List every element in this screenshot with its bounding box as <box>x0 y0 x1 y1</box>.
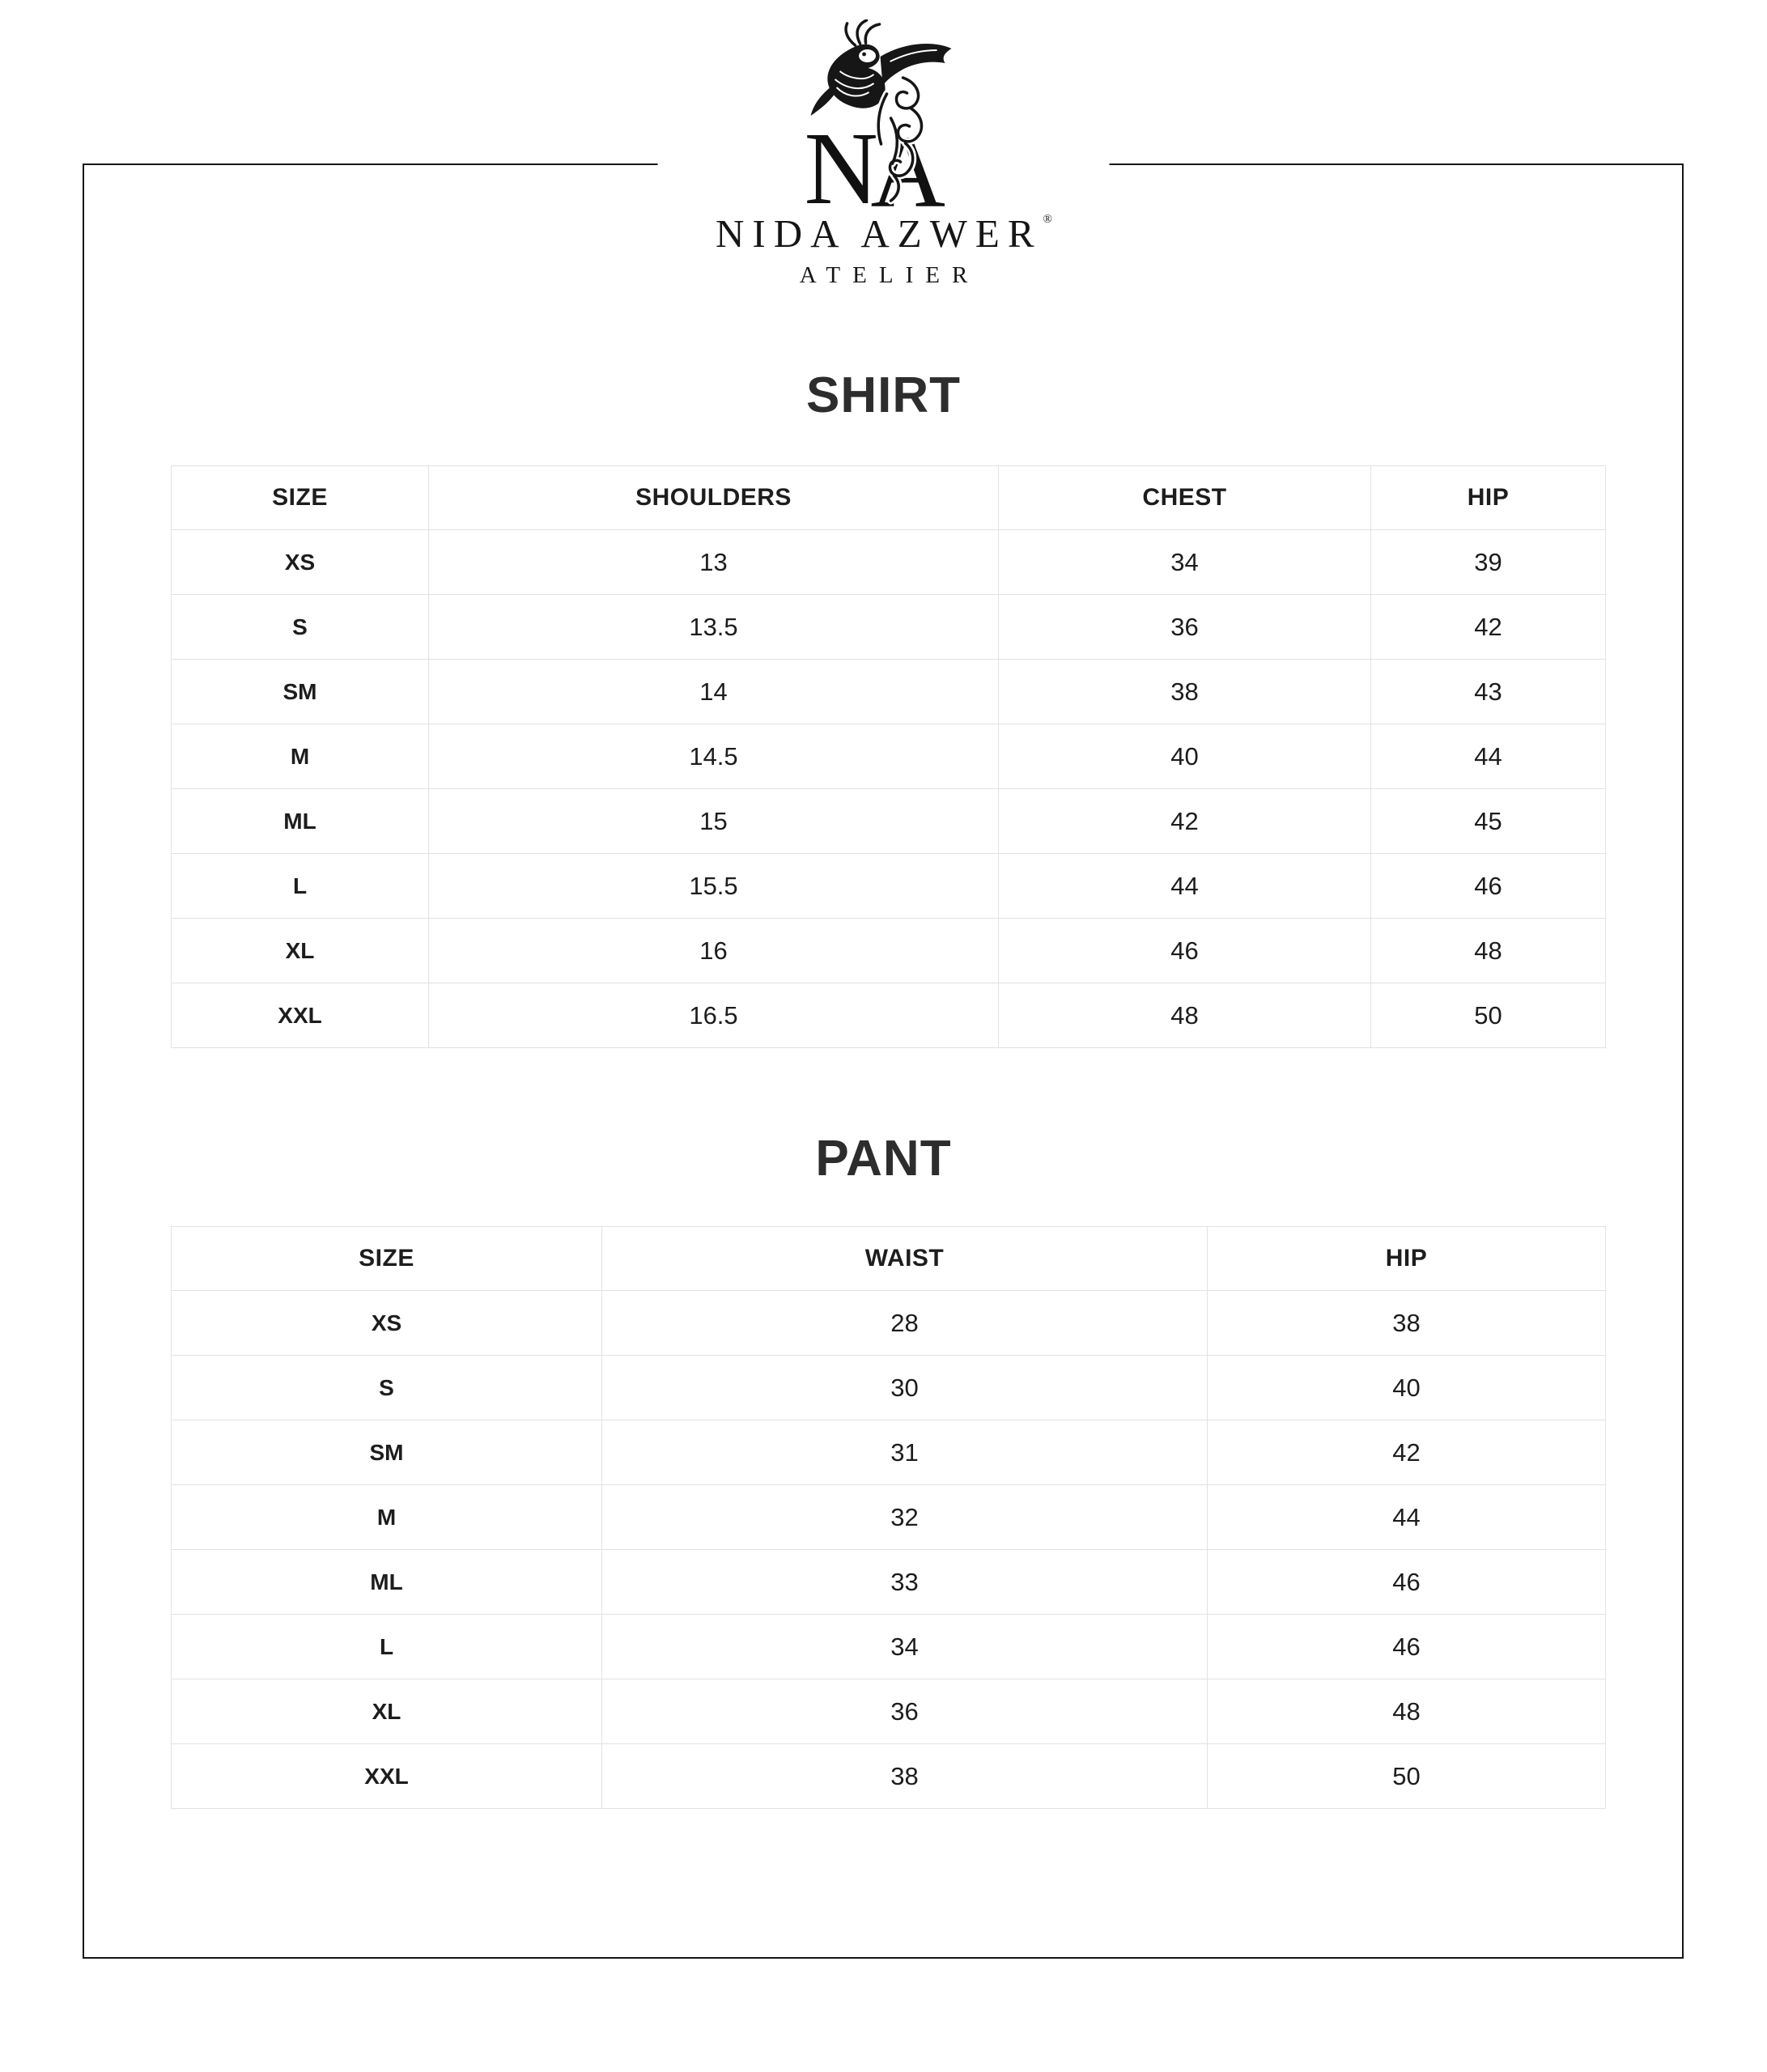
shirt-section-title: SHIRT <box>806 367 961 423</box>
measurement-cell: 13.5 <box>429 595 999 660</box>
column-header-size: SIZE <box>172 1227 602 1291</box>
size-label-cell: XL <box>172 919 429 983</box>
column-header-shoulders: SHOULDERS <box>429 466 999 530</box>
measurement-cell: 48 <box>1371 919 1606 983</box>
measurement-cell: 36 <box>999 595 1371 660</box>
table-row-xs <box>172 1291 1606 1356</box>
measurement-cell: 31 <box>602 1420 1208 1485</box>
size-label-cell: ML <box>172 789 429 854</box>
table-row-xxl <box>172 1744 1606 1809</box>
measurement-cell: 46 <box>1371 854 1606 919</box>
size-label-cell: M <box>172 1485 602 1550</box>
measurement-cell: 43 <box>1371 660 1606 724</box>
measurement-cell: 40 <box>999 724 1371 789</box>
size-label-cell: XS <box>172 530 429 595</box>
table-row-ml <box>172 789 1606 854</box>
size-label-cell: L <box>172 1615 602 1679</box>
size-label-cell: S <box>172 1356 602 1420</box>
measurement-cell: 36 <box>602 1679 1208 1744</box>
measurement-cell: 32 <box>602 1485 1208 1550</box>
measurement-cell: 16 <box>429 919 999 983</box>
column-header-size: SIZE <box>172 466 429 530</box>
measurement-cell: 28 <box>602 1291 1208 1356</box>
size-label-cell: M <box>172 724 429 789</box>
measurement-cell: 15.5 <box>429 854 999 919</box>
table-row-l <box>172 854 1606 919</box>
table-row-xl <box>172 919 1606 983</box>
brand-subtitle: ATELIER <box>799 262 980 288</box>
measurement-cell: 44 <box>1371 724 1606 789</box>
measurement-cell: 50 <box>1371 983 1606 1048</box>
table-row-xxl <box>172 983 1606 1048</box>
measurement-cell: 38 <box>602 1744 1208 1809</box>
table-row-sm <box>172 660 1606 724</box>
measurement-cell: 45 <box>1371 789 1606 854</box>
table-row-s <box>172 595 1606 660</box>
size-label-cell: L <box>172 854 429 919</box>
measurement-cell: 44 <box>999 854 1371 919</box>
measurement-cell: 13 <box>429 530 999 595</box>
measurement-cell: 42 <box>999 789 1371 854</box>
table-row-s <box>172 1356 1606 1420</box>
pant-section-title: PANT <box>815 1131 952 1187</box>
header-row <box>172 1227 1606 1291</box>
measurement-cell: 48 <box>1208 1679 1606 1744</box>
measurement-cell: 38 <box>999 660 1371 724</box>
measurement-cell: 15 <box>429 789 999 854</box>
measurement-cell: 38 <box>1208 1291 1606 1356</box>
column-header-waist: WAIST <box>602 1227 1208 1291</box>
measurement-cell: 46 <box>1208 1615 1606 1679</box>
brand-name-line <box>716 211 1052 256</box>
size-label-cell: S <box>172 595 429 660</box>
measurement-cell: 48 <box>999 983 1371 1048</box>
shirt-size-table <box>171 465 1606 1048</box>
measurement-cell: 46 <box>1208 1550 1606 1615</box>
size-label-cell: XXL <box>172 1744 602 1809</box>
measurement-cell: 14 <box>429 660 999 724</box>
size-label-cell: SM <box>172 660 429 724</box>
measurement-cell: 44 <box>1208 1485 1606 1550</box>
measurement-cell: 30 <box>602 1356 1208 1420</box>
measurement-cell: 14.5 <box>429 724 999 789</box>
table-row-xs <box>172 530 1606 595</box>
svg-text:N: N <box>804 111 879 212</box>
column-header-hip: HIP <box>1208 1227 1606 1291</box>
measurement-cell: 39 <box>1371 530 1606 595</box>
table-row-m <box>172 724 1606 789</box>
table-row-sm <box>172 1420 1606 1485</box>
svg-text:A: A <box>870 114 945 212</box>
measurement-cell: 34 <box>999 530 1371 595</box>
table-row-ml <box>172 1550 1606 1615</box>
size-label-cell: XL <box>172 1679 602 1744</box>
measurement-cell: 46 <box>999 919 1371 983</box>
brand-name: NIDA AZWER <box>716 211 1043 256</box>
measurement-cell: 34 <box>602 1615 1208 1679</box>
measurement-cell: 42 <box>1371 595 1606 660</box>
size-label-cell: ML <box>172 1550 602 1615</box>
column-header-hip: HIP <box>1371 466 1606 530</box>
pant-size-table <box>171 1226 1606 1809</box>
table-row-m <box>172 1485 1606 1550</box>
size-label-cell: SM <box>172 1420 602 1485</box>
registered-trademark: ® <box>1043 213 1052 226</box>
size-label-cell: XXL <box>172 983 429 1048</box>
table-row-l <box>172 1615 1606 1679</box>
measurement-cell: 40 <box>1208 1356 1606 1420</box>
measurement-cell: 16.5 <box>429 983 999 1048</box>
table-row-xl <box>172 1679 1606 1744</box>
measurement-cell: 42 <box>1208 1420 1606 1485</box>
peacock-monogram-icon <box>784 19 984 212</box>
column-header-chest: CHEST <box>999 466 1371 530</box>
brand-logo <box>657 19 1110 299</box>
header-row <box>172 466 1606 530</box>
measurement-cell: 50 <box>1208 1744 1606 1809</box>
size-label-cell: XS <box>172 1291 602 1356</box>
measurement-cell: 33 <box>602 1550 1208 1615</box>
